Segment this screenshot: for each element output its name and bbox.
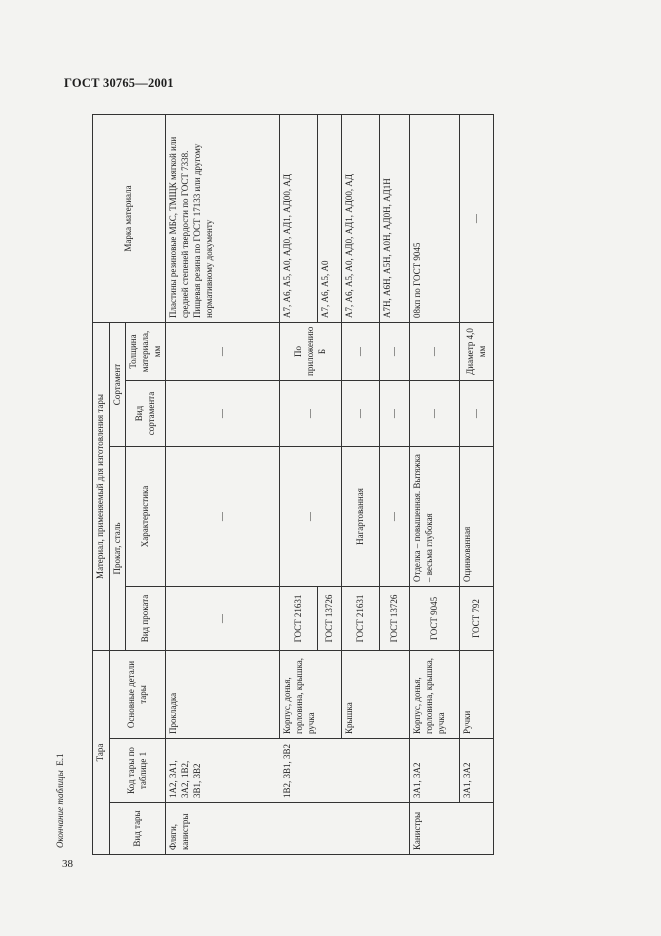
table-row bbox=[166, 115, 280, 855]
cell-harakteristika: Отделка – повышенная. Вытяжка – весьма глубокая bbox=[410, 447, 460, 587]
cell-marka: — bbox=[460, 115, 494, 323]
header-harakteristika: Характеристика bbox=[126, 447, 166, 587]
cell-detali: Ручки bbox=[460, 651, 494, 739]
cell-kod: 3А1, 3А2 bbox=[410, 739, 460, 803]
cell-vid-prokata: ГОСТ 792 bbox=[460, 587, 494, 651]
cell-vid-prokata: ГОСТ 21631 bbox=[280, 587, 318, 651]
table-caption bbox=[54, 730, 66, 848]
caption-number: Е.1 bbox=[55, 753, 65, 766]
cell-kod: 1В2, 3В1, 3В2 bbox=[280, 739, 410, 803]
materials-table bbox=[92, 114, 494, 855]
cell-vid-sortamenta: — bbox=[166, 381, 280, 447]
cell-vid-prokata: ГОСТ 13726 bbox=[318, 587, 342, 651]
header-vid-prokata: Вид проката bbox=[126, 587, 166, 651]
header-tolshchina: Толщина материала, мм bbox=[126, 323, 166, 381]
cell-vid-prokata: ГОСТ 13726 bbox=[380, 587, 410, 651]
cell-harakteristika: — bbox=[380, 447, 410, 587]
cell-vid: Канистры bbox=[410, 803, 460, 855]
header-kod-tary: Код тары по таблице 1 bbox=[109, 739, 166, 803]
cell-vid-sortamenta: — bbox=[380, 381, 410, 447]
cell-vid-prokata: ГОСТ 9045 bbox=[410, 587, 460, 651]
cell-marka: 08кп по ГОСТ 9045 bbox=[410, 115, 460, 323]
caption-text: Окончание таблицы bbox=[55, 770, 65, 848]
cell-harakteristika: Оцинкованная bbox=[460, 447, 494, 587]
cell-detali: Прокладка bbox=[166, 651, 280, 739]
cell-harakteristika: Нагартованная bbox=[342, 447, 380, 587]
cell-vid-prokata: — bbox=[166, 587, 280, 651]
rotated-table-wrapper bbox=[92, 115, 487, 855]
header-prokat: Прокат, сталь bbox=[109, 447, 126, 651]
cell-harakteristika: — bbox=[166, 447, 280, 587]
header-detali: Основные детали тары bbox=[109, 651, 166, 739]
header-tara: Тара bbox=[93, 651, 110, 855]
table-row bbox=[460, 115, 494, 855]
cell-marka: А7, А6, А5, А0, АД0, АД1, АД00, АД bbox=[342, 115, 380, 323]
cell-marka: Пластины резиновые МБС, ТМЩК мягкой или средней степеней твердости по ГОСТ 7338. Пищевая резина по ГОСТ 17133 или другому нормативному документу bbox=[166, 115, 280, 323]
cell-kod: 1А2, 3А1, 3А2, 1В2, 3В1, 3В2 bbox=[166, 739, 280, 803]
cell-tolshchina: — bbox=[380, 323, 410, 381]
cell-harakteristika: — bbox=[280, 447, 342, 587]
table-row bbox=[410, 115, 460, 855]
cell-vid-sortamenta: — bbox=[342, 381, 380, 447]
cell-detali: Корпус, донья, горловина, крышка, ручка bbox=[410, 651, 460, 739]
header-vid-sortamenta: Вид сортамента bbox=[126, 381, 166, 447]
cell-marka: А7, А6, А5, А0, АД0, АД1, АД00, АД bbox=[280, 115, 318, 323]
cell-vid-sortamenta: — bbox=[280, 381, 342, 447]
cell-detali: Корпус, донья, горловина, крышка, ручка bbox=[280, 651, 342, 739]
cell-vid-sortamenta: — bbox=[410, 381, 460, 447]
cell-kod: 3А1, 3А2 bbox=[460, 739, 494, 803]
cell-tolshchina: — bbox=[342, 323, 380, 381]
cell-marka: А7, А6, А5, А0 bbox=[318, 115, 342, 323]
table-row bbox=[280, 115, 318, 855]
cell-tolshchina: — bbox=[166, 323, 280, 381]
cell-vid-sortamenta: — bbox=[460, 381, 494, 447]
cell-vid bbox=[280, 803, 410, 855]
header-material: Материал, применяемый для изготовления тары bbox=[93, 323, 110, 651]
cell-tolshchina: По приложению Б bbox=[280, 323, 342, 381]
header-marka: Марка материала bbox=[93, 115, 166, 323]
cell-tolshchina: — bbox=[410, 323, 460, 381]
header-sortament: Сортамент bbox=[109, 323, 126, 447]
header-row-1 bbox=[93, 115, 110, 855]
cell-vid-prokata: ГОСТ 21631 bbox=[342, 587, 380, 651]
cell-detali: Крышка bbox=[342, 651, 410, 739]
cell-tolshchina: Диаметр 4,0 мм bbox=[460, 323, 494, 381]
cell-vid: Фляги, канистры bbox=[166, 803, 280, 855]
page-number: 38 bbox=[62, 858, 73, 870]
header-vid-tary: Вид тары bbox=[109, 803, 166, 855]
document-header: ГОСТ 30765—2001 bbox=[64, 76, 174, 90]
cell-marka: А7Н, А6Н, А5Н, А0Н, АД0Н, АД1Н bbox=[380, 115, 410, 323]
cell-vid bbox=[460, 803, 494, 855]
